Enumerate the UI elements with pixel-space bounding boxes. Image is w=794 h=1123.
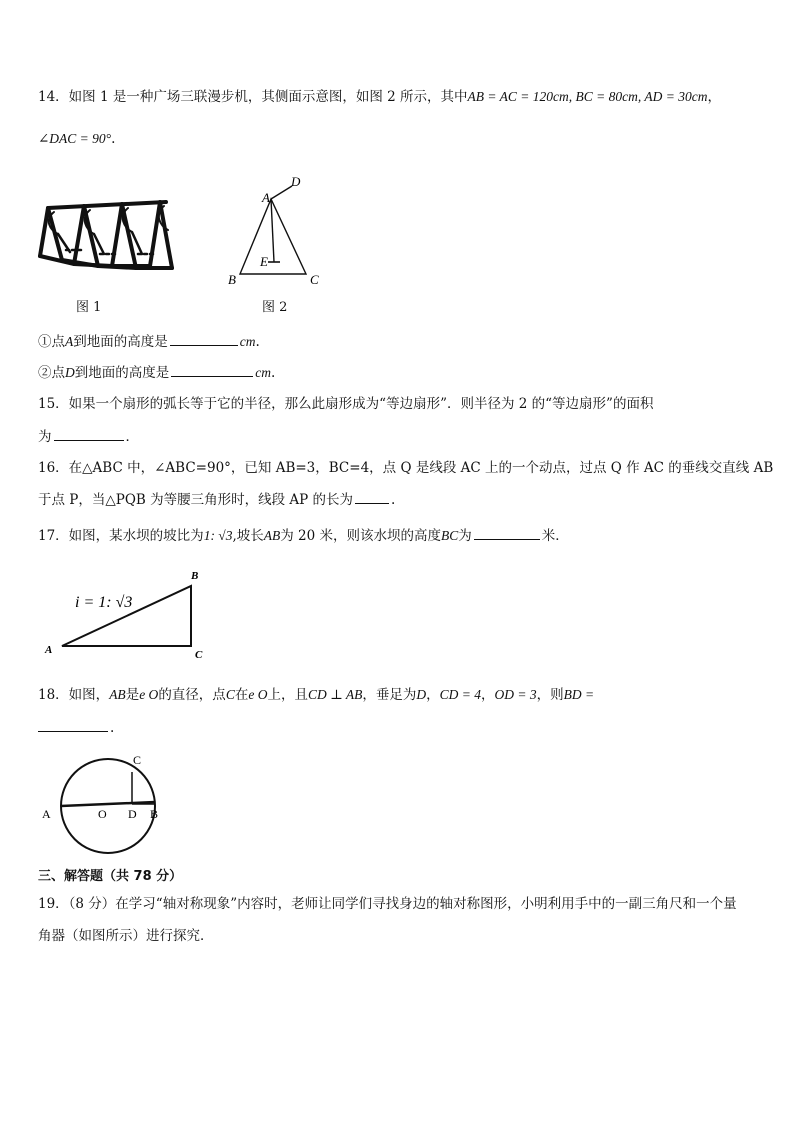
q14-line2 [38,130,115,148]
q15-line1: 15．如果一个扇形的弧长等于它的半径，那么此扇形成为“等边扇形”．则半径为 2 的“等边扇形”的面积 [38,396,654,412]
label-E: E [260,254,268,269]
label-C: C [133,753,142,767]
q17-prefix: 17．如图，某水坝的坡比为 [38,528,204,544]
q14-punct-2: . [111,131,116,147]
label-D: D [128,807,137,821]
q14-sub1-answer-blank[interactable] [170,332,238,346]
q18-circle-o: e O [139,687,159,702]
q18-figure [36,748,176,858]
q14-sub1-prefix: ①点 [38,334,65,350]
q17-figure [40,566,220,662]
q15-prefix: 为 [38,429,52,445]
q14-sub1-text: 到地面的高度是 [73,334,168,350]
label-B: B [228,272,236,287]
q14-sub1 [38,332,260,351]
q14-punct: ， [707,89,721,105]
q14-sub2-end: . [271,365,276,381]
q17-ratio: 1: √3 [203,528,233,543]
segment-ae [271,199,274,262]
q18-end: . [110,720,115,736]
q18-t8: ，则 [536,687,564,703]
segment-ad [271,186,292,199]
label-B: B [191,570,199,582]
q14-sub2-unit: cm [255,365,271,380]
q17-line [38,526,569,545]
section-3-heading: 三、解答题（共 78 分） [38,869,183,884]
label-C: C [195,649,203,661]
q16-answer-blank[interactable] [355,490,389,504]
slope-ratio-label: i = 1: √3 [75,594,133,611]
q16-line1: 16．在△ABC 中，∠ABC=90°，已知 AB=3，BC=4，点 Q 是线段 AC 上的一个动点，过点 Q 作 AC 的垂线交直线 AB [38,460,774,476]
figure-2-caption: 图 2 [262,300,288,315]
q18-answer-blank[interactable] [38,718,108,732]
q18-t3: 在 [234,687,249,703]
q17-bc: BC [441,528,459,543]
q18-t2: 的直径，点 [158,687,226,703]
q16-end: . [391,492,396,508]
q18-c: C [225,687,235,702]
q16-prefix: 于点 P，当△PQB 为等腰三角形时，线段 AP 的长为 [38,492,354,508]
q14-sub2 [38,363,275,382]
label-A: A [42,807,51,821]
q14-sub1-end: . [255,334,260,350]
circle-diagram [36,748,176,858]
q16-line2 [38,490,395,509]
q18-t5: ，垂足为 [362,687,417,703]
q18-d: D [416,687,427,702]
q14-sub1-point: A [65,334,74,349]
q17-mid3: 为 [458,528,472,544]
q17-mid1: ,坡长 [232,528,264,544]
q18-ab: AB [109,687,126,702]
q14-figure-1 [36,194,176,316]
q18-prefix: 18．如图， [38,687,110,703]
q14-math-given: AB = AC = 120cm, BC = 80cm, AD = 30cm [467,89,708,104]
q14-sub2-point: D [65,365,75,380]
q17-end: 米． [541,528,569,544]
label-B: B [150,807,159,821]
q15-line2 [38,427,139,446]
figure-1-caption: 图 1 [76,300,102,315]
q18-circle-o-2: e O [248,687,268,702]
q14-text: 14．如图 1 是一种广场三联漫步机，其侧面示意图，如图 2 所示，其中 [38,89,468,105]
dam-slope-triangle [40,566,220,662]
label-D: D [291,174,301,189]
q15-answer-blank[interactable] [54,427,124,441]
q14-sub2-answer-blank[interactable] [171,363,253,377]
q18-line2 [38,718,114,737]
q18-t7: ， [481,687,495,703]
q14-sub2-prefix: ②点 [38,365,65,381]
q19-line2: 角器（如图所示）进行探究． [38,928,214,944]
label-O: O [98,807,107,821]
q18-cd: CD = 4 [439,687,482,702]
q18-perp: CD ⊥ AB [307,687,363,702]
q17-ab: AB [263,528,281,543]
label-C: C [310,272,319,287]
label-A: A [45,644,53,656]
q14-figure-2 [220,172,340,318]
q17-answer-blank[interactable] [474,526,540,540]
q14-sub2-text: 到地面的高度是 [74,365,170,381]
q18-od: OD = 3 [494,687,537,702]
q18-line1 [38,686,594,704]
label-A: A [262,190,270,205]
q14-line1 [38,88,721,106]
q19-line1: 19．（8 分）在学习“轴对称现象”内容时，老师让同学们寻找身边的轴对称图形，小明利用手中的一副三角尺和一个量 [38,896,737,912]
q18-t4: 上，且 [267,687,308,703]
q14-math-angle: ∠DAC = 90° [38,131,112,146]
walking-machine-drawing [36,194,176,316]
q15-end: ． [125,429,139,445]
q18-bd: BD = [563,687,595,702]
q17-mid2: 为 20 米，则该水坝的高度 [280,528,442,544]
q18-t6: ， [426,687,440,703]
q18-t1: 是 [125,687,140,703]
q14-sub1-unit: cm [239,334,256,349]
